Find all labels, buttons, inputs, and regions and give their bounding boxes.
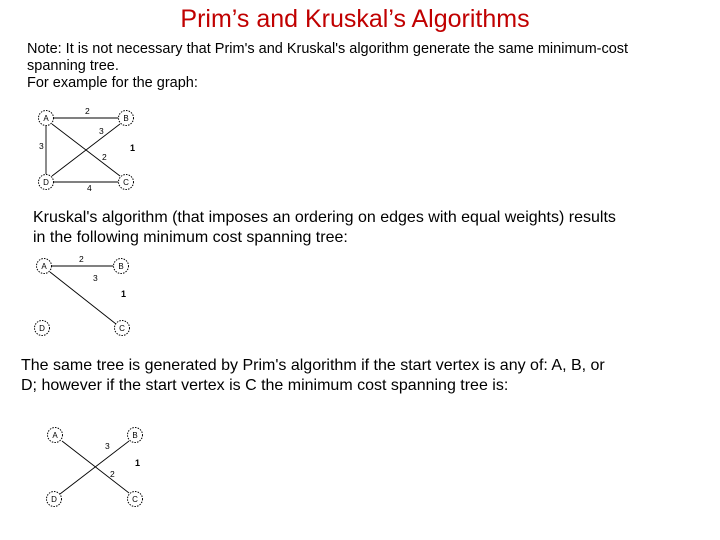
node-c-label: C: [123, 178, 129, 187]
kruskal-line-2: in the following minimum cost spanning tree:: [33, 229, 348, 246]
node-d-label: D: [39, 324, 45, 333]
kruskal-line-1: Kruskal's algorithm (that imposes an ordering on edges with equal weights) results: [33, 209, 616, 226]
note-line-2: spanning tree.: [27, 58, 119, 74]
edge-a-c: [50, 272, 116, 324]
node-a-label: A: [52, 431, 58, 440]
weight-d-c: 4: [87, 183, 92, 193]
note-paragraph: [27, 41, 707, 92]
weight-a-c: 3: [105, 441, 110, 451]
node-b-label: B: [132, 431, 138, 440]
kruskal-paragraph: [33, 208, 703, 248]
weight-b-d: 2: [102, 152, 107, 162]
node-a-label: A: [41, 262, 47, 271]
prim-tree-diagram: [40, 420, 150, 512]
edge-b-d: [60, 441, 129, 494]
original-graph-diagram: [36, 104, 146, 196]
kruskal-tree-diagram: [34, 252, 144, 344]
node-c-label: C: [119, 324, 125, 333]
weight-a-d: 3: [39, 141, 44, 151]
prim-line-2: D; however if the start vertex is C the minimum cost spanning tree is:: [21, 377, 509, 394]
note-line-1: Note: It is not necessary that Prim's and Kruskal's algorithm generate the same minimum-cost: [27, 41, 629, 57]
weight-b-c: 1: [121, 289, 127, 299]
weight-b-d: 2: [110, 469, 115, 479]
weight-a-b: 2: [79, 254, 84, 264]
weight-b-c: 1: [135, 458, 141, 468]
node-d-label: D: [51, 495, 57, 504]
page-title: Prim’s and Kruskal’s Algorithms: [180, 5, 530, 33]
node-b-label: B: [123, 114, 129, 123]
node-b-label: B: [118, 262, 124, 271]
weight-b-c: 1: [130, 143, 136, 153]
note-line-3: For example for the graph:: [27, 75, 198, 91]
prim-line-1: The same tree is generated by Prim's algorithm if the start vertex is any of: A, B, or: [21, 357, 605, 374]
node-c-label: C: [132, 495, 138, 504]
node-a-label: A: [43, 114, 49, 123]
node-d-label: D: [43, 178, 49, 187]
weight-a-c: 3: [99, 126, 104, 136]
weight-a-c: 3: [93, 273, 98, 283]
weight-a-b: 2: [85, 106, 90, 116]
prim-paragraph: [21, 356, 711, 396]
